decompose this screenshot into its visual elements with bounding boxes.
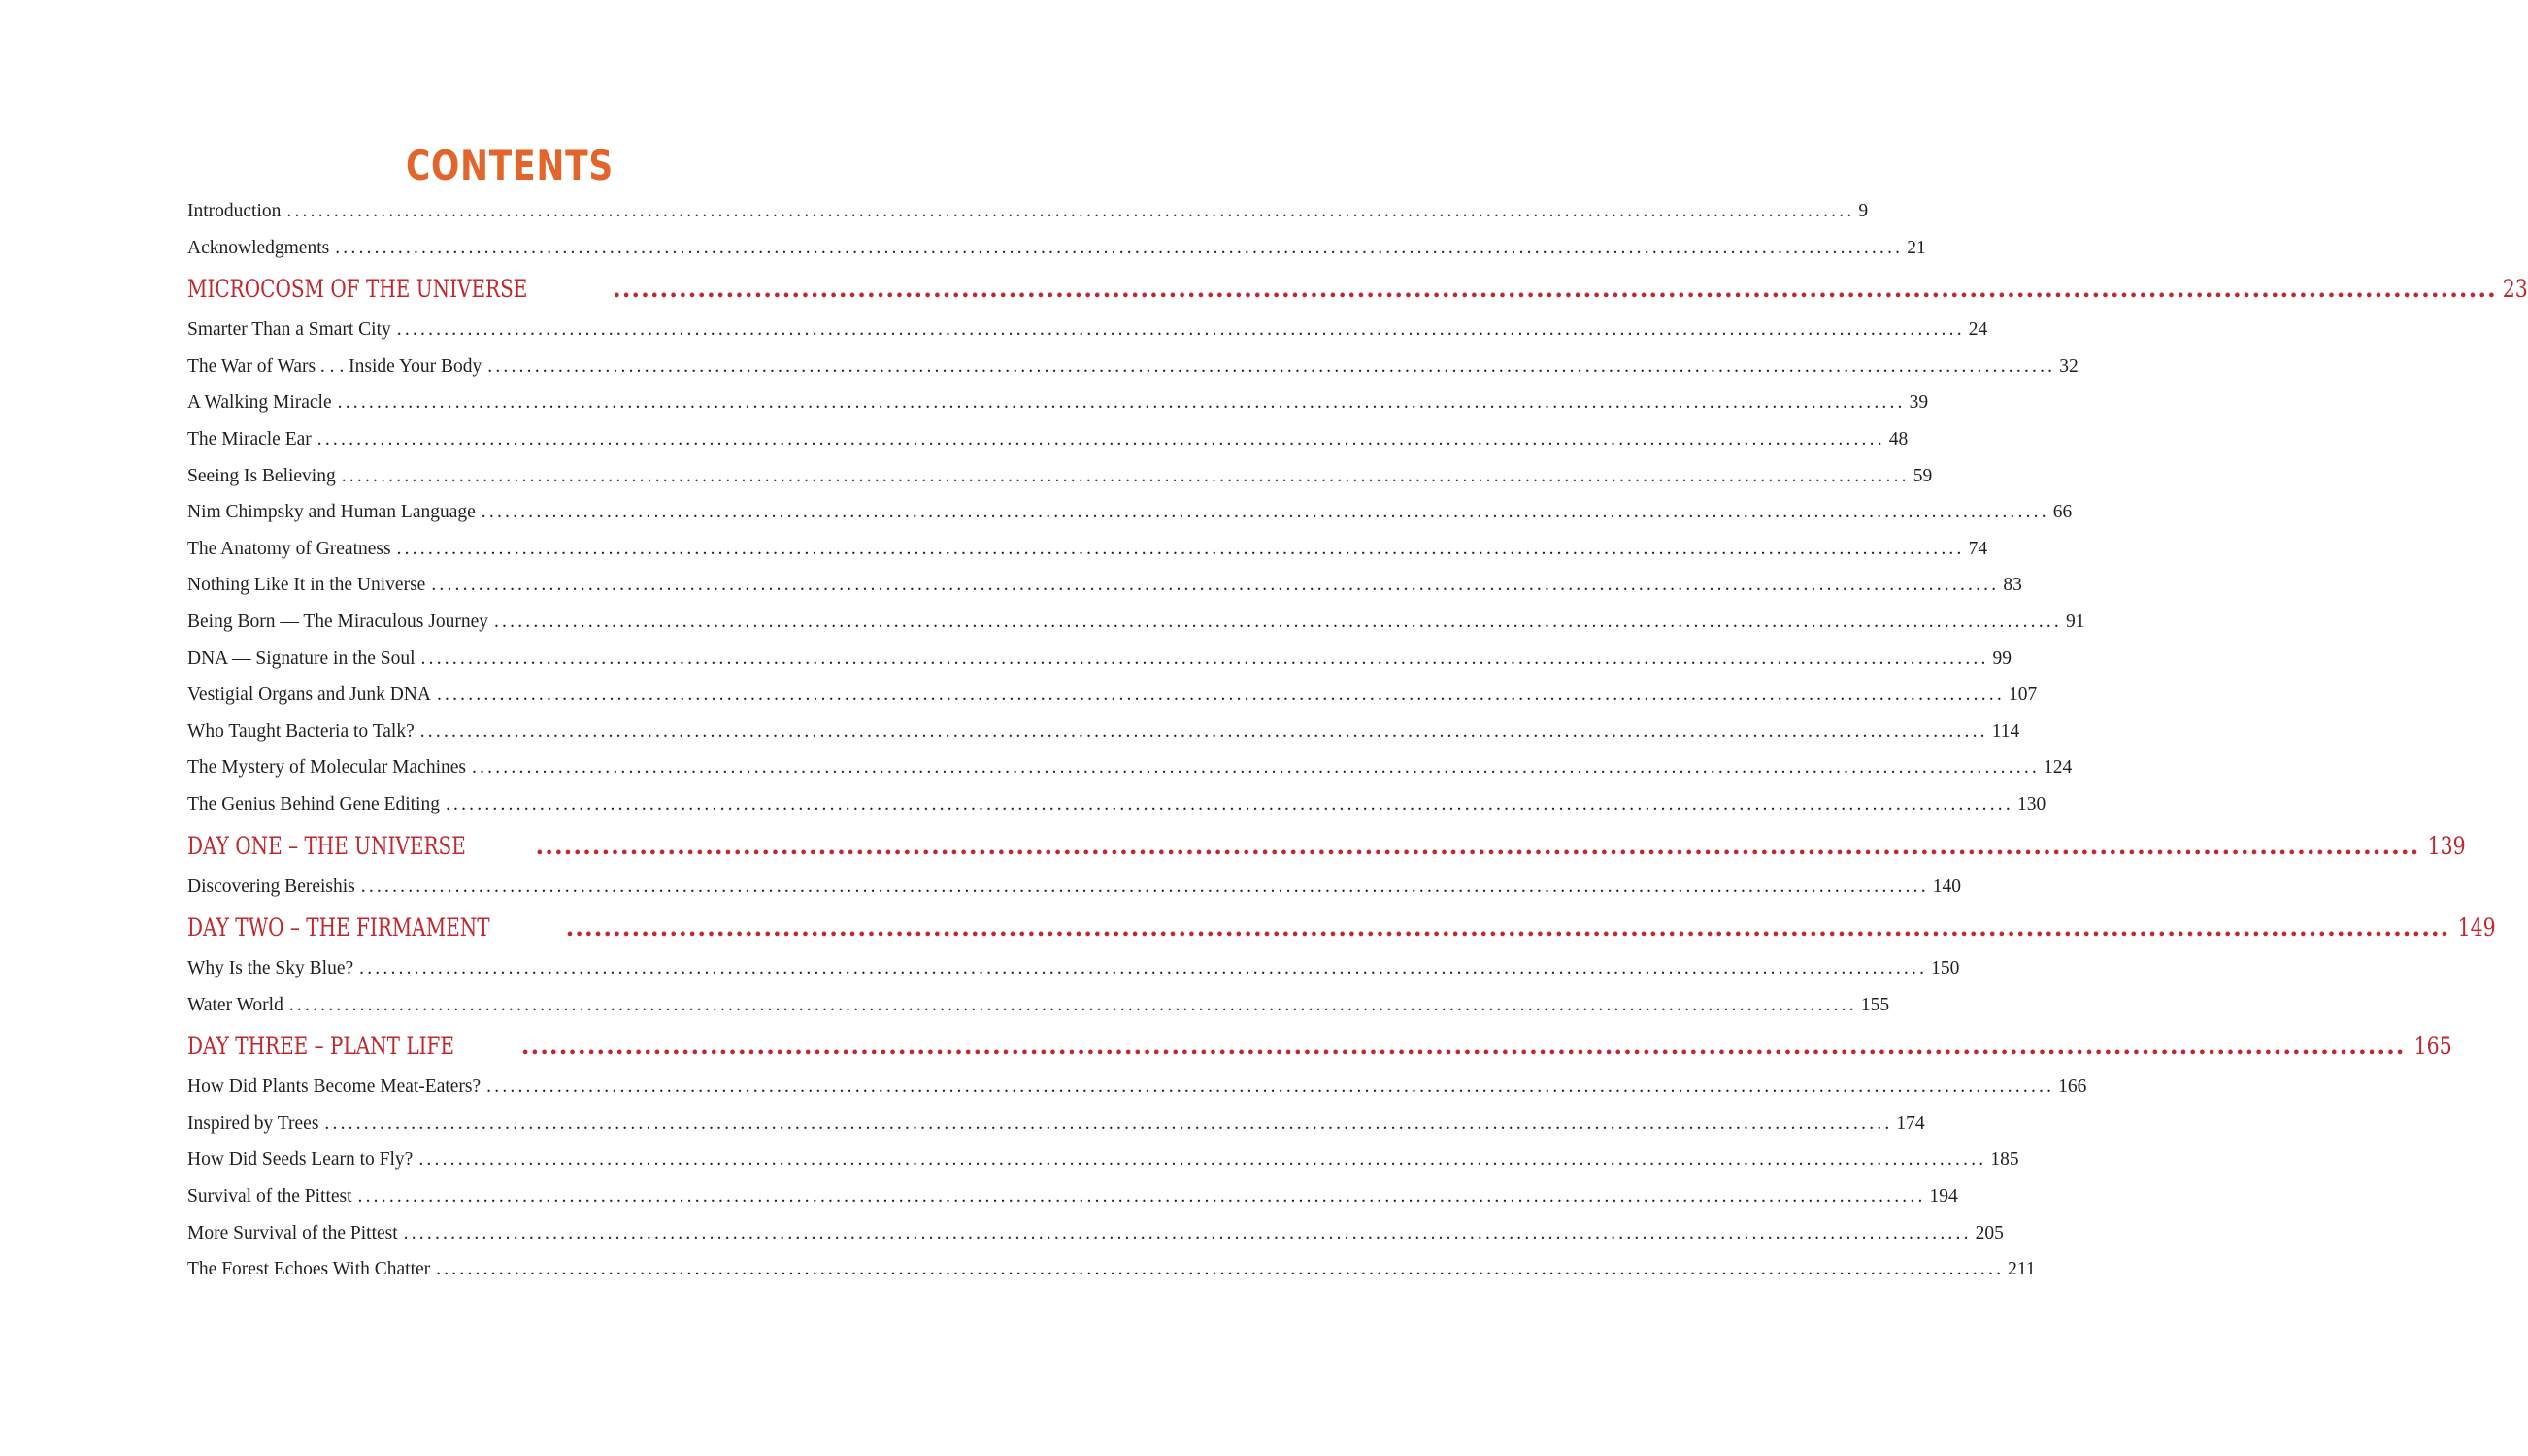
dot-leader: ........................................................................................................................................................................................................ [613, 275, 2497, 304]
toc-entry [187, 1255, 2036, 1292]
toc-section-heading [187, 909, 2497, 954]
toc-entry [187, 1073, 2087, 1109]
toc-entry-label: Introduction [187, 201, 282, 221]
toc-entry-label: The Anatomy of Greatness [187, 538, 391, 559]
dot-leader: ........................................................................................................................................................................................................ [403, 1222, 1972, 1243]
toc-entry [187, 608, 2085, 645]
dot-leader: ........................................................................................................................................................................................................ [337, 392, 1906, 414]
toc-page-number: 91 [2065, 611, 2085, 632]
toc-section-heading [187, 270, 2528, 315]
toc-page-number: 149 [2457, 913, 2497, 943]
page-title: CONTENTS [405, 142, 615, 189]
toc-entry-label: Why Is the Sky Blue? [187, 958, 354, 979]
toc-entry [187, 425, 1909, 462]
toc-entry [187, 234, 1926, 271]
toc-page-number: 185 [1990, 1149, 2019, 1171]
toc-page-number: 59 [1913, 465, 1933, 486]
toc-entry [187, 498, 2073, 535]
dot-leader: ........................................................................................................................................................................................................ [341, 465, 1910, 486]
dot-leader: ........................................................................................................................................................................................................ [360, 876, 1929, 897]
toc-entry-label: The Mystery of Molecular Machines [187, 757, 466, 778]
toc-entry [187, 352, 2079, 389]
toc-section-label: MICROCOSM OF THE UNIVERSE [187, 275, 528, 304]
dot-leader: ........................................................................................................................................................................................................ [357, 1186, 1926, 1208]
toc-page-number: 165 [2413, 1032, 2452, 1061]
toc-entry [187, 873, 1962, 910]
toc-entry-label: The Forest Echoes With Chatter [187, 1259, 431, 1280]
toc-page-number: 9 [1858, 201, 1869, 221]
toc-entry [187, 535, 1988, 572]
dot-leader: ........................................................................................................................................................................................................ [316, 428, 1885, 449]
toc-page-number: 32 [2059, 355, 2079, 377]
toc-entry-label: Smarter Than a Smart City [187, 319, 391, 341]
toc-page-number: 139 [2427, 831, 2466, 860]
dot-leader: ........................................................................................................................................................................................................ [418, 1149, 1987, 1171]
table-of-contents [187, 197, 2528, 1292]
toc-entry-label: The Genius Behind Gene Editing [187, 793, 440, 814]
toc-entry [187, 462, 1933, 499]
toc-entry [187, 753, 2073, 790]
dot-leader: ........................................................................................................................................................................................................ [445, 793, 2013, 814]
toc-page-number: 99 [1992, 647, 2012, 669]
toc-entry-label: How Did Seeds Learn to Fly? [187, 1149, 414, 1171]
toc-page-number: 24 [1968, 319, 1988, 341]
toc-entry-label: Nothing Like It in the Universe [187, 575, 426, 596]
toc-entry-label: Survival of the Pittest [187, 1186, 352, 1208]
toc-page-number: 48 [1888, 428, 1909, 449]
dot-leader: ........................................................................................................................................................................................................ [286, 201, 1855, 221]
toc-page-number: 21 [1907, 237, 1926, 258]
dot-leader: ........................................................................................................................................................................................................ [493, 611, 2062, 632]
toc-page-number: 211 [2008, 1259, 2036, 1280]
toc-entry-label: Vestigial Organs and Junk DNA [187, 684, 431, 706]
toc-page-number: 174 [1896, 1112, 1925, 1134]
toc-entry-label: Discovering Bereishis [187, 876, 355, 897]
dot-leader: ........................................................................................................................................................................................................ [431, 575, 2000, 596]
dot-leader: ........................................................................................................................................................................................................ [487, 355, 2056, 377]
toc-page-number: 205 [1975, 1222, 2004, 1243]
toc-entry [187, 571, 2022, 608]
toc-entry [187, 388, 1929, 425]
toc-page-number: 23 [2502, 275, 2528, 304]
dot-leader: ........................................................................................................................................................................................................ [472, 757, 2040, 778]
dot-leader: ........................................................................................................................................................................................................ [288, 994, 1857, 1015]
toc-page-number: 124 [2044, 757, 2073, 778]
dot-leader: ........................................................................................................................................................................................................ [359, 958, 1928, 979]
toc-page-number: 74 [1968, 538, 1988, 559]
toc-page-number: 39 [1909, 392, 1929, 414]
dot-leader: ........................................................................................................................................................................................................ [436, 684, 2005, 706]
toc-entry-label: More Survival of the Pittest [187, 1222, 398, 1243]
toc-entry [187, 197, 1869, 234]
dot-leader: ........................................................................................................................................................................................................ [324, 1112, 1893, 1134]
toc-entry [187, 991, 1890, 1028]
dot-leader: ........................................................................................................................................................................................................ [436, 1259, 2005, 1280]
dot-leader: ........................................................................................................................................................................................................ [420, 647, 1989, 669]
dot-leader: ........................................................................................................................................................................................................ [535, 831, 2420, 860]
toc-entry-label: The War of Wars . . . Inside Your Body [187, 355, 482, 377]
dot-leader: ........................................................................................................................................................................................................ [419, 720, 1988, 742]
toc-entry-label: DNA — Signature in the Soul [187, 647, 416, 669]
toc-entry-label: Inspired by Trees [187, 1112, 319, 1134]
dot-leader: ........................................................................................................................................................................................................ [396, 538, 1965, 559]
toc-page-number: 194 [1929, 1186, 1958, 1208]
toc-entry [187, 680, 2038, 717]
toc-section-heading [187, 827, 2466, 873]
dot-leader: ........................................................................................................................................................................................................ [481, 502, 2049, 523]
toc-entry [187, 790, 2046, 827]
toc-entry-label: Seeing Is Believing [187, 465, 336, 486]
toc-page-number: 166 [2058, 1076, 2087, 1098]
toc-entry [187, 954, 1960, 991]
toc-page-number: 155 [1860, 994, 1890, 1015]
toc-entry [187, 1182, 1958, 1219]
toc-entry-label: How Did Plants Become Meat-Eaters? [187, 1076, 482, 1098]
toc-page-number: 83 [2003, 575, 2022, 596]
dot-leader: ........................................................................................................................................................................................................ [335, 237, 1904, 258]
toc-entry [187, 315, 1988, 352]
dot-leader: ........................................................................................................................................................................................................ [396, 319, 1965, 341]
toc-section-label: DAY ONE – THE UNIVERSE [187, 831, 466, 860]
toc-section-label: DAY TWO – THE FIRMAMENT [187, 913, 490, 943]
toc-entry [187, 1145, 2019, 1182]
dot-leader: ........................................................................................................................................................................................................ [520, 1032, 2406, 1061]
toc-entry-label: Acknowledgments [187, 237, 330, 258]
toc-entry-label: Being Born — The Miraculous Journey [187, 611, 488, 632]
dot-leader: ........................................................................................................................................................................................................ [565, 913, 2450, 943]
toc-page-number: 130 [2016, 793, 2046, 814]
toc-entry-label: Who Taught Bacteria to Talk? [187, 720, 415, 742]
toc-page-number: 114 [1991, 720, 2020, 742]
toc-page-number: 107 [2008, 684, 2038, 706]
toc-page-number: 66 [2052, 502, 2073, 523]
toc-entry-label: A Walking Miracle [187, 392, 332, 414]
toc-entry [187, 1219, 2004, 1256]
toc-entry-label: Water World [187, 994, 283, 1015]
toc-section-heading [187, 1027, 2452, 1073]
toc-entry-label: Nim Chimpsky and Human Language [187, 502, 476, 523]
toc-section-label: DAY THREE – PLANT LIFE [187, 1032, 455, 1061]
toc-page-number: 140 [1932, 876, 1962, 897]
toc-entry [187, 1109, 1925, 1146]
toc-entry-label: The Miracle Ear [187, 428, 312, 449]
dot-leader: ........................................................................................................................................................................................................ [486, 1076, 2055, 1098]
toc-entry [187, 645, 2012, 681]
toc-entry [187, 717, 2020, 754]
toc-page-number: 150 [1931, 958, 1960, 979]
